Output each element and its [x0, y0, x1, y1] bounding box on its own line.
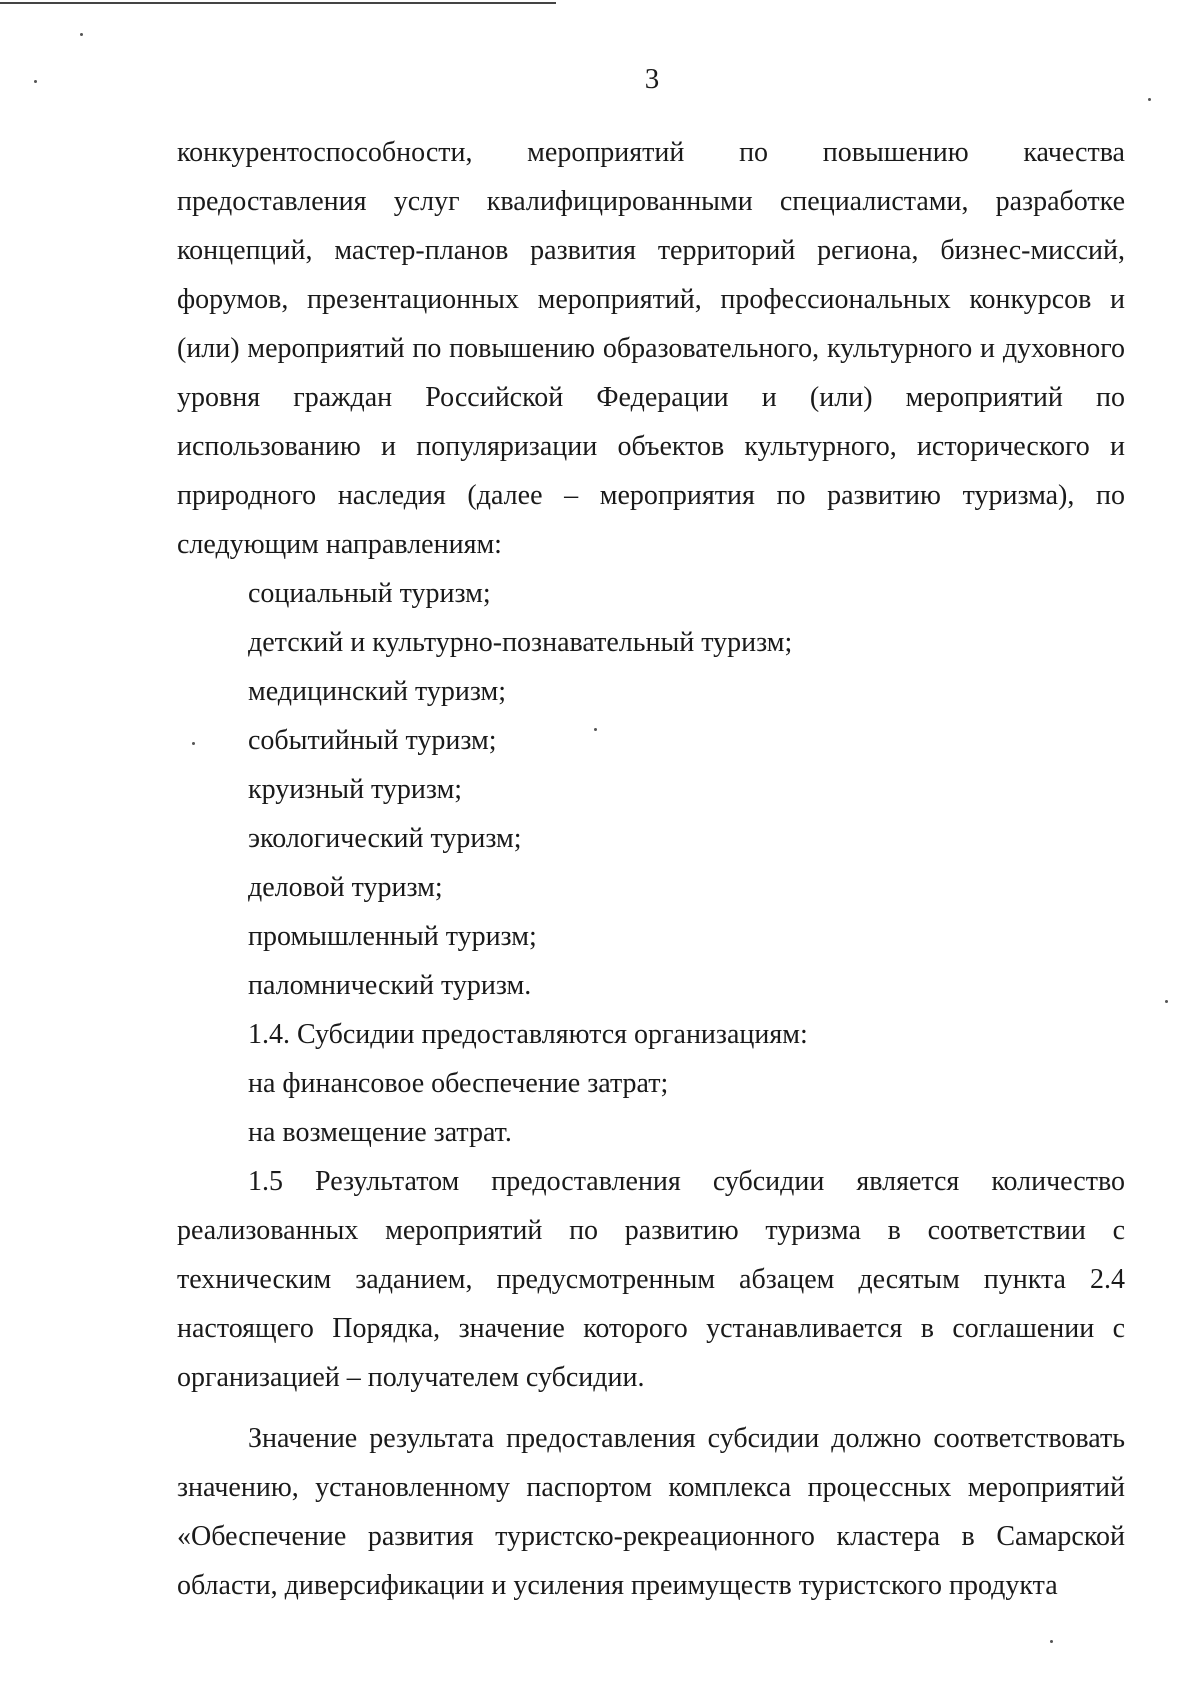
list-item: медицинский туризм;: [248, 676, 506, 707]
list-item: на возмещение затрат.: [248, 1117, 512, 1148]
list-item: промышленный туризм;: [248, 921, 537, 952]
document-body: [177, 128, 1125, 1610]
scan-speck: [594, 728, 597, 731]
section-1-5-paragraph: 1.5 Результатом предоставления субсидии является количество реализованных мероприятий по развитию туризма в соответствии с техническим заданием, предусмотренным абзацем десятым пункта 2.4 настоящего Порядка, значение которого устанавливается в соглашении с организацией – получателем субсидии.: [177, 1166, 1125, 1393]
top-border-line: [0, 2, 556, 4]
list-item: экологический туризм;: [248, 823, 522, 854]
result-value-paragraph: Значение результата предоставления субсидии должно соответствовать значению, установленному паспортом комплекса процессных мероприятий «Обеспечение развития туристско-рекреационного кластера в Самарской области, диверсификации и усиления преимуществ туристского продукта: [177, 1423, 1125, 1601]
scan-speck: [1148, 98, 1151, 101]
list-item: детский и культурно-познавательный туризм;: [248, 627, 793, 658]
scan-speck: [1050, 1640, 1053, 1643]
list-item: на финансовое обеспечение затрат;: [248, 1068, 669, 1099]
scan-speck: [34, 80, 37, 83]
list-item: событийный туризм;: [248, 725, 497, 756]
list-item: круизный туризм;: [248, 774, 463, 805]
scan-speck: [192, 742, 195, 745]
intro-paragraph: конкурентоспособности, мероприятий по повышению качества предоставления услуг квалифицированными специалистами, разработке концепций, мастер-планов развития территорий региона, бизнес-миссий, форумов, презентационных мероприятий, профессиональных конкурсов и (или) мероприятий по повышению образовательного, культурного и духовного уровня граждан Российской Федерации и (или) мероприятий по использованию и популяризации объектов культурного, исторического и природного наследия (далее – мероприятия по развитию туризма), по следующим направлениям:: [177, 137, 1125, 560]
tourism-types-list: [177, 569, 1125, 1010]
page-number: 3: [644, 63, 660, 95]
section-1-4: [177, 1010, 1125, 1157]
scan-speck: [1165, 1000, 1168, 1003]
list-item: паломнический туризм.: [248, 970, 532, 1001]
list-item: социальный туризм;: [248, 578, 491, 609]
section-1-4-heading: 1.4. Субсидии предоставляются организациям:: [248, 1019, 808, 1050]
scan-speck: [80, 33, 83, 36]
list-item: деловой туризм;: [248, 872, 443, 903]
